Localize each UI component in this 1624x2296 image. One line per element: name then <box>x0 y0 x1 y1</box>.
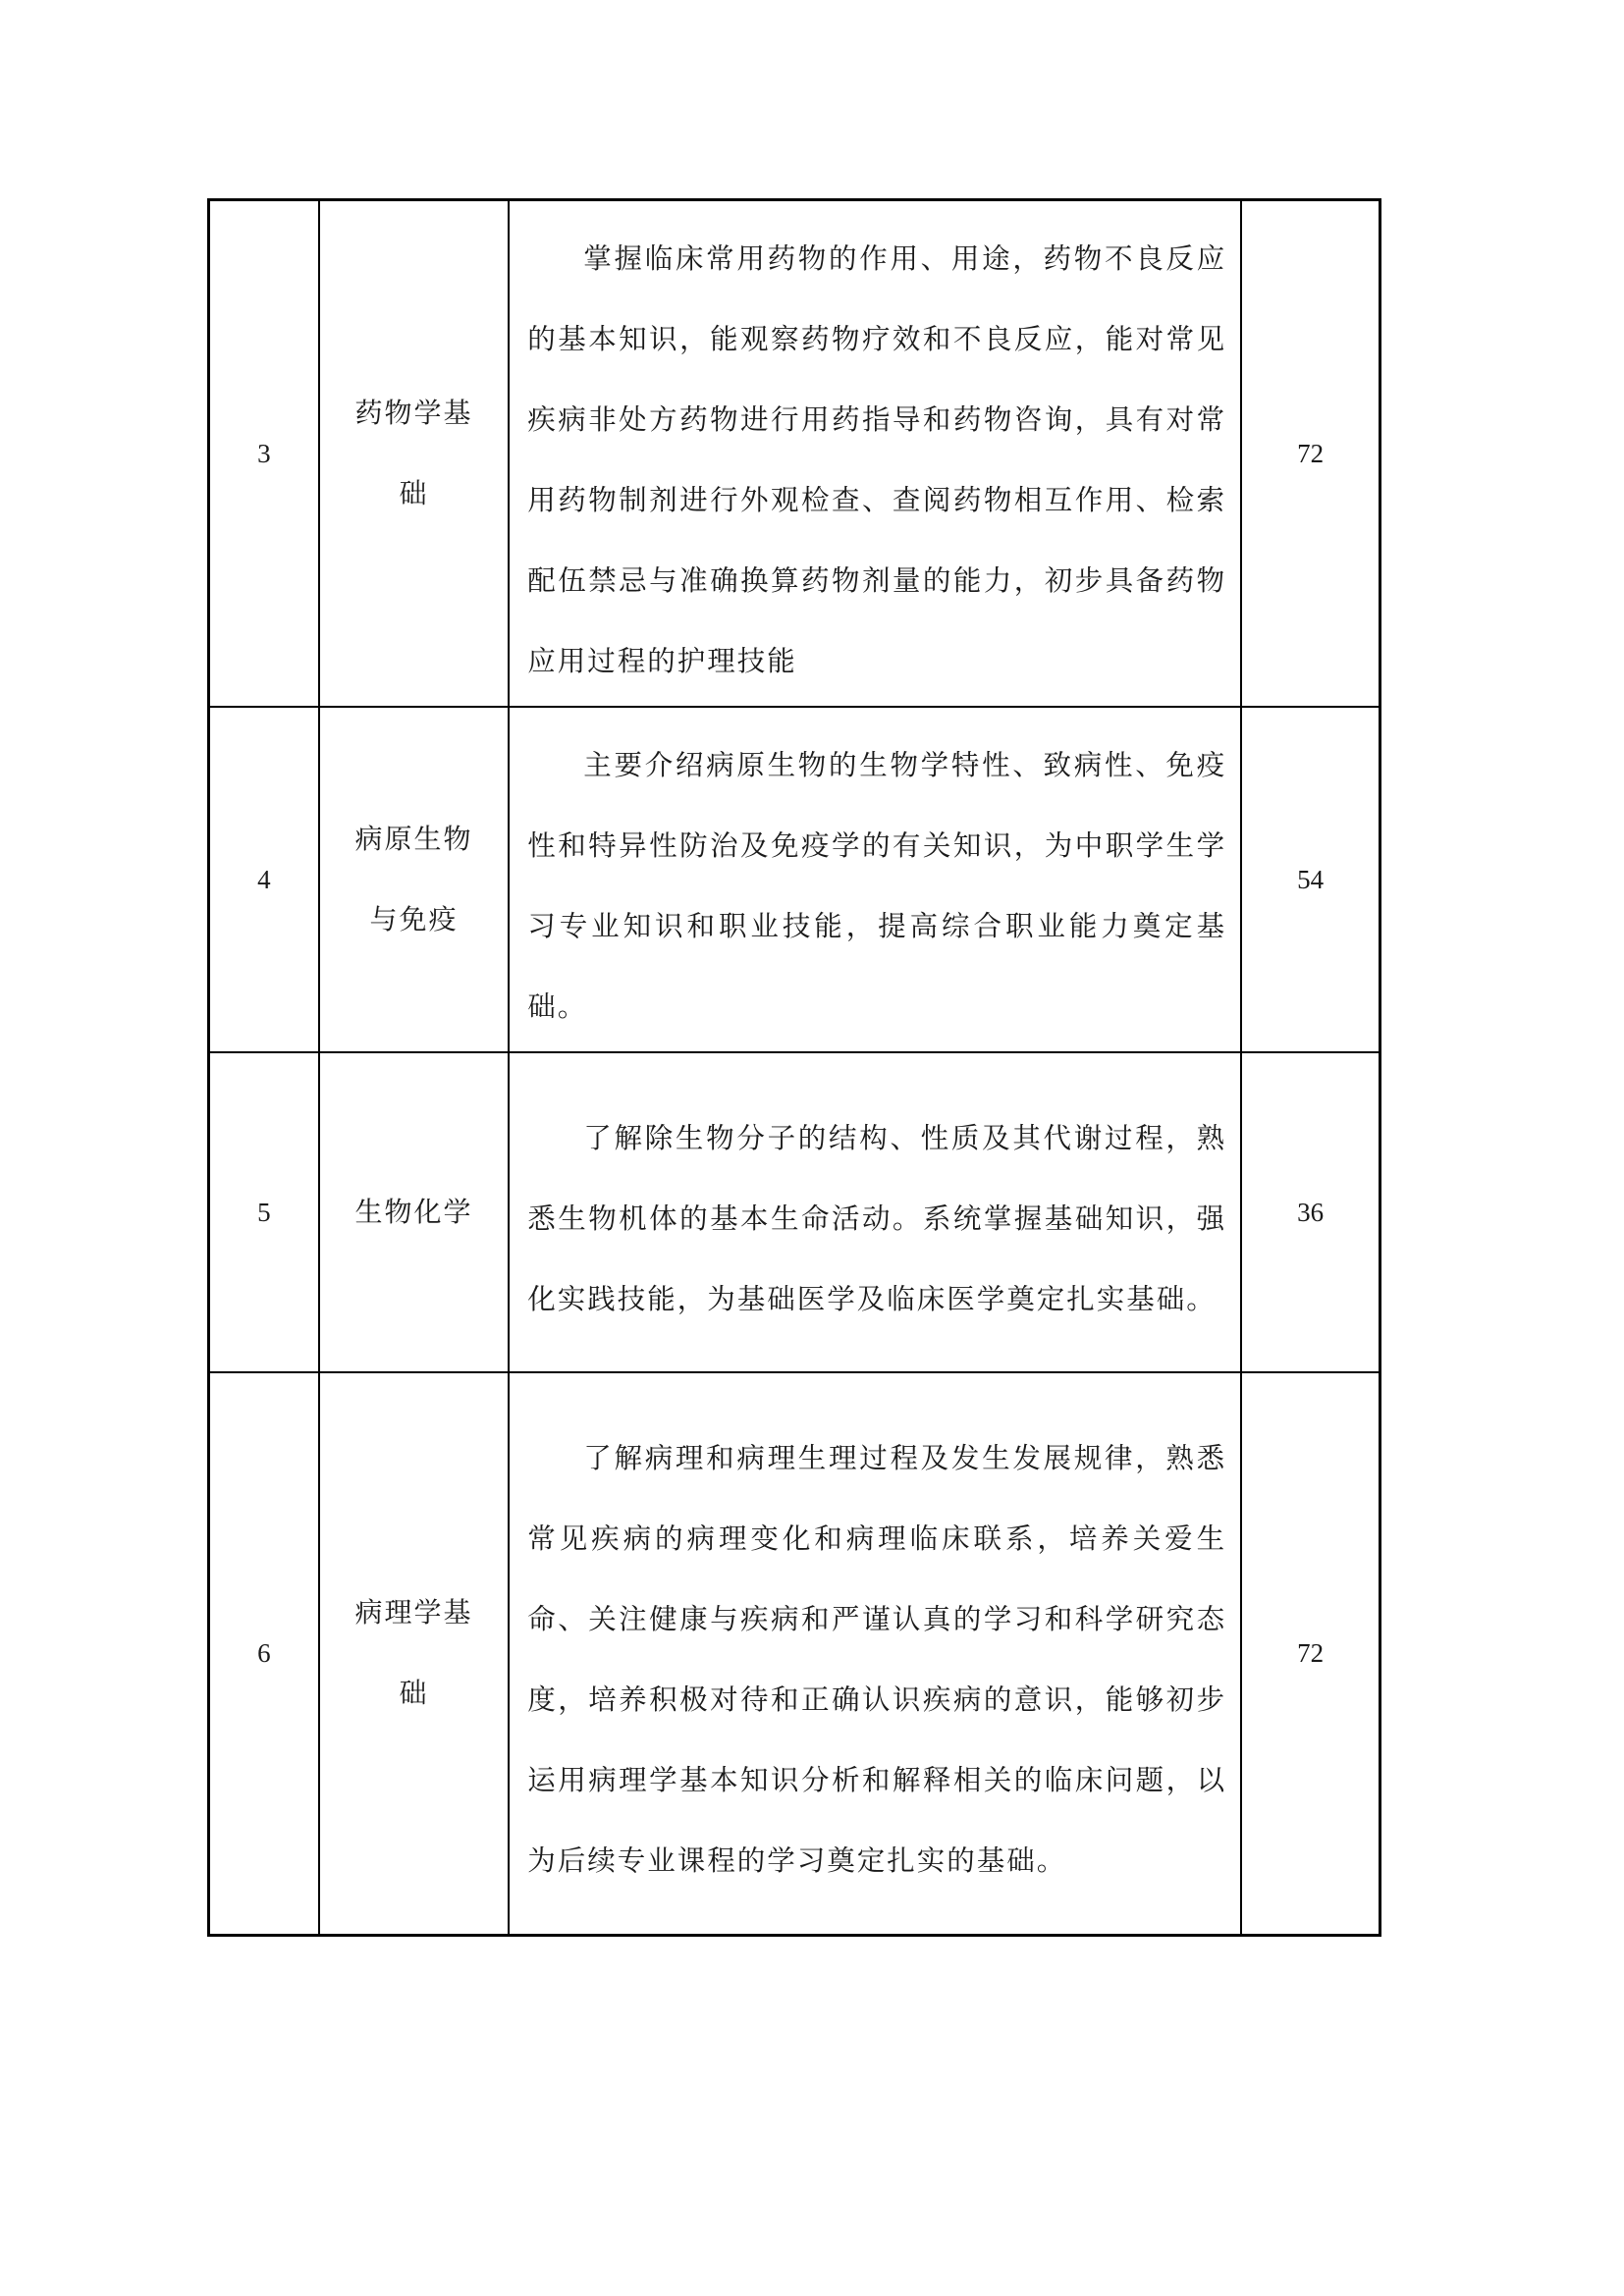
course-number: 4 <box>209 707 319 1052</box>
course-description: 主要介绍病原生物的生物学特性、致病性、免疫性和特异性防治及免疫学的有关知识，为中职学生学习专业知识和职业技能，提高综合职业能力奠定基础。 <box>527 749 1227 1023</box>
course-number: 5 <box>209 1052 319 1372</box>
table-row <box>209 1372 1380 1935</box>
course-name: 病理学基础 <box>354 1596 473 1710</box>
course-hours: 72 <box>1241 1372 1380 1935</box>
table-row <box>209 1052 1380 1372</box>
course-description-cell <box>509 1052 1241 1372</box>
course-name-cell <box>319 707 509 1052</box>
course-hours: 36 <box>1241 1052 1380 1372</box>
course-table <box>207 198 1381 1937</box>
course-description: 了解除生物分子的结构、性质及其代谢过程，熟悉生物机体的基本生命活动。系统掌握基础知识，强化实践技能，为基础医学及临床医学奠定扎实基础。 <box>527 1122 1227 1315</box>
course-description-cell <box>509 1372 1241 1935</box>
course-number: 6 <box>209 1372 319 1935</box>
course-hours: 72 <box>1241 200 1380 708</box>
table-row <box>209 200 1380 708</box>
table-row <box>209 707 1380 1052</box>
course-description-cell <box>509 200 1241 708</box>
course-description: 掌握临床常用药物的作用、用途，药物不良反应的基本知识，能观察药物疗效和不良反应，能对常见疾病非处方药物进行用药指导和药物咨询，具有对常用药物制剂进行外观检查、查阅药物相互作用、检索配伍禁忌与准确换算药物剂量的能力，初步具备药物应用过程的护理技能 <box>527 242 1227 677</box>
course-name: 病原生物与免疫 <box>354 823 473 935</box>
course-name: 药物学基础 <box>354 397 473 509</box>
course-name-cell <box>319 1052 509 1372</box>
course-name-cell <box>319 200 509 708</box>
course-description-cell <box>509 707 1241 1052</box>
course-description: 了解病理和病理生理过程及发生发展规律，熟悉常见疾病的病理变化和病理临床联系，培养关爱生命、关注健康与疾病和严谨认真的学习和科学研究态度，培养积极对待和正确认识疾病的意识，能够初步运用病理学基本知识分析和解释相关的临床问题，以为后续专业课程的学习奠定扎实的基础。 <box>527 1442 1227 1878</box>
course-hours: 54 <box>1241 707 1380 1052</box>
course-name-cell <box>319 1372 509 1935</box>
course-name: 生物化学 <box>354 1196 473 1228</box>
course-number: 3 <box>209 200 319 708</box>
